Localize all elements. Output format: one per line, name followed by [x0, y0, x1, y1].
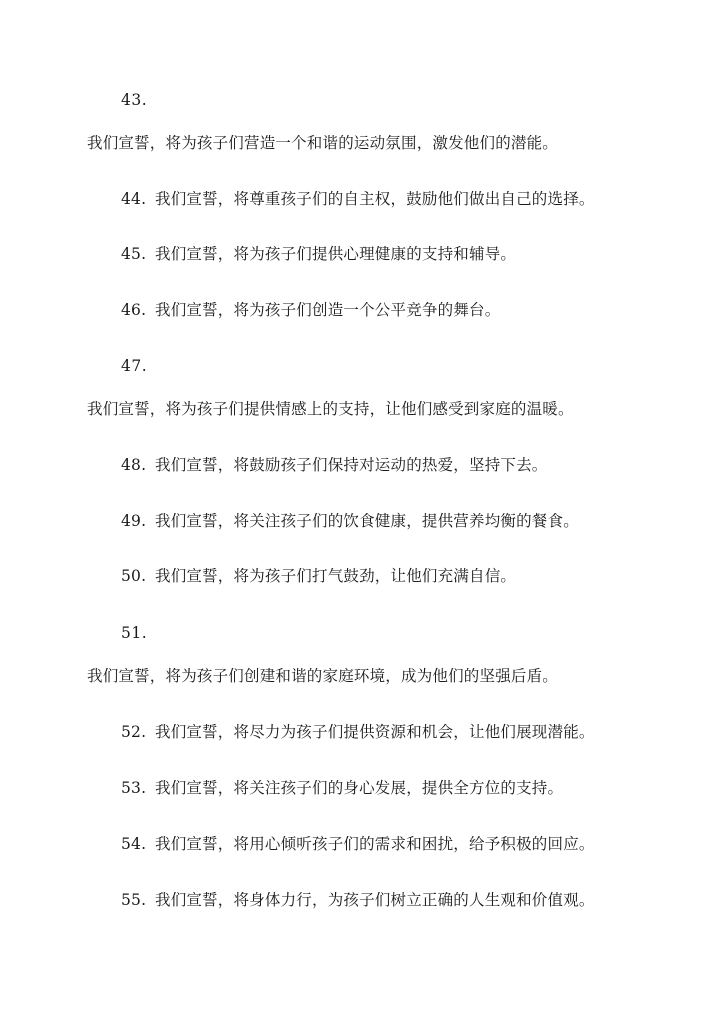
- item-text: 我们宣誓，将为孩子们提供情感上的支持，让他们感受到家庭的温暖。: [87, 400, 574, 418]
- item-text: 我们宣誓，将为孩子们创建和谐的家庭环境，成为他们的坚强后盾。: [87, 667, 559, 685]
- item-text: 我们宣誓，将关注孩子们的饮食健康，提供营养均衡的餐食。: [155, 512, 579, 530]
- list-item: [121, 300, 500, 320]
- item-number: 55.: [121, 891, 147, 909]
- item-number: 52.: [121, 723, 147, 741]
- item-text: 我们宣誓，将为孩子们创造一个公平竞争的舞台。: [155, 301, 501, 319]
- item-text: 我们宣誓，将为孩子们营造一个和谐的运动氛围，激发他们的潜能。: [87, 134, 559, 152]
- list-item: [121, 778, 563, 798]
- item-number: 48.: [121, 456, 147, 474]
- item-text: 我们宣誓，将尽力为孩子们提供资源和机会，让他们展现潜能。: [155, 723, 595, 741]
- item-text: 我们宣誓，将尊重孩子们的自主权，鼓励他们做出自己的选择。: [155, 190, 595, 208]
- list-item: [121, 722, 595, 742]
- item-number: 49.: [121, 512, 147, 530]
- item-text: 我们宣誓，将为孩子们提供心理健康的支持和辅导。: [155, 245, 517, 263]
- item-text: 我们宣誓，将鼓励孩子们保持对运动的热爱，坚持下去。: [155, 456, 548, 474]
- list-item: [121, 566, 516, 586]
- item-number: 44.: [121, 190, 147, 208]
- item-number: 50.: [121, 567, 147, 585]
- item-number: 47.: [121, 357, 148, 375]
- list-item: [121, 189, 595, 209]
- item-number: 54.: [121, 835, 147, 853]
- item-number: 46.: [121, 301, 147, 319]
- item-text: 我们宣誓，将身体力行，为孩子们树立正确的人生观和价值观。: [155, 891, 595, 909]
- item-number: 53.: [121, 779, 147, 797]
- item-text: 我们宣誓，将为孩子们打气鼓劲，让他们充满自信。: [155, 567, 517, 585]
- item-number: 43.: [121, 91, 148, 109]
- list-item: [121, 511, 579, 531]
- item-number: 51.: [121, 624, 148, 642]
- item-number: 45.: [121, 245, 147, 263]
- list-item: [121, 244, 516, 264]
- list-item: [121, 890, 595, 910]
- list-item: [121, 834, 595, 854]
- item-text: 我们宣誓，将用心倾听孩子们的需求和困扰，给予积极的回应。: [155, 835, 595, 853]
- item-text: 我们宣誓，将关注孩子们的身心发展，提供全方位的支持。: [155, 779, 564, 797]
- list-item: [121, 455, 548, 475]
